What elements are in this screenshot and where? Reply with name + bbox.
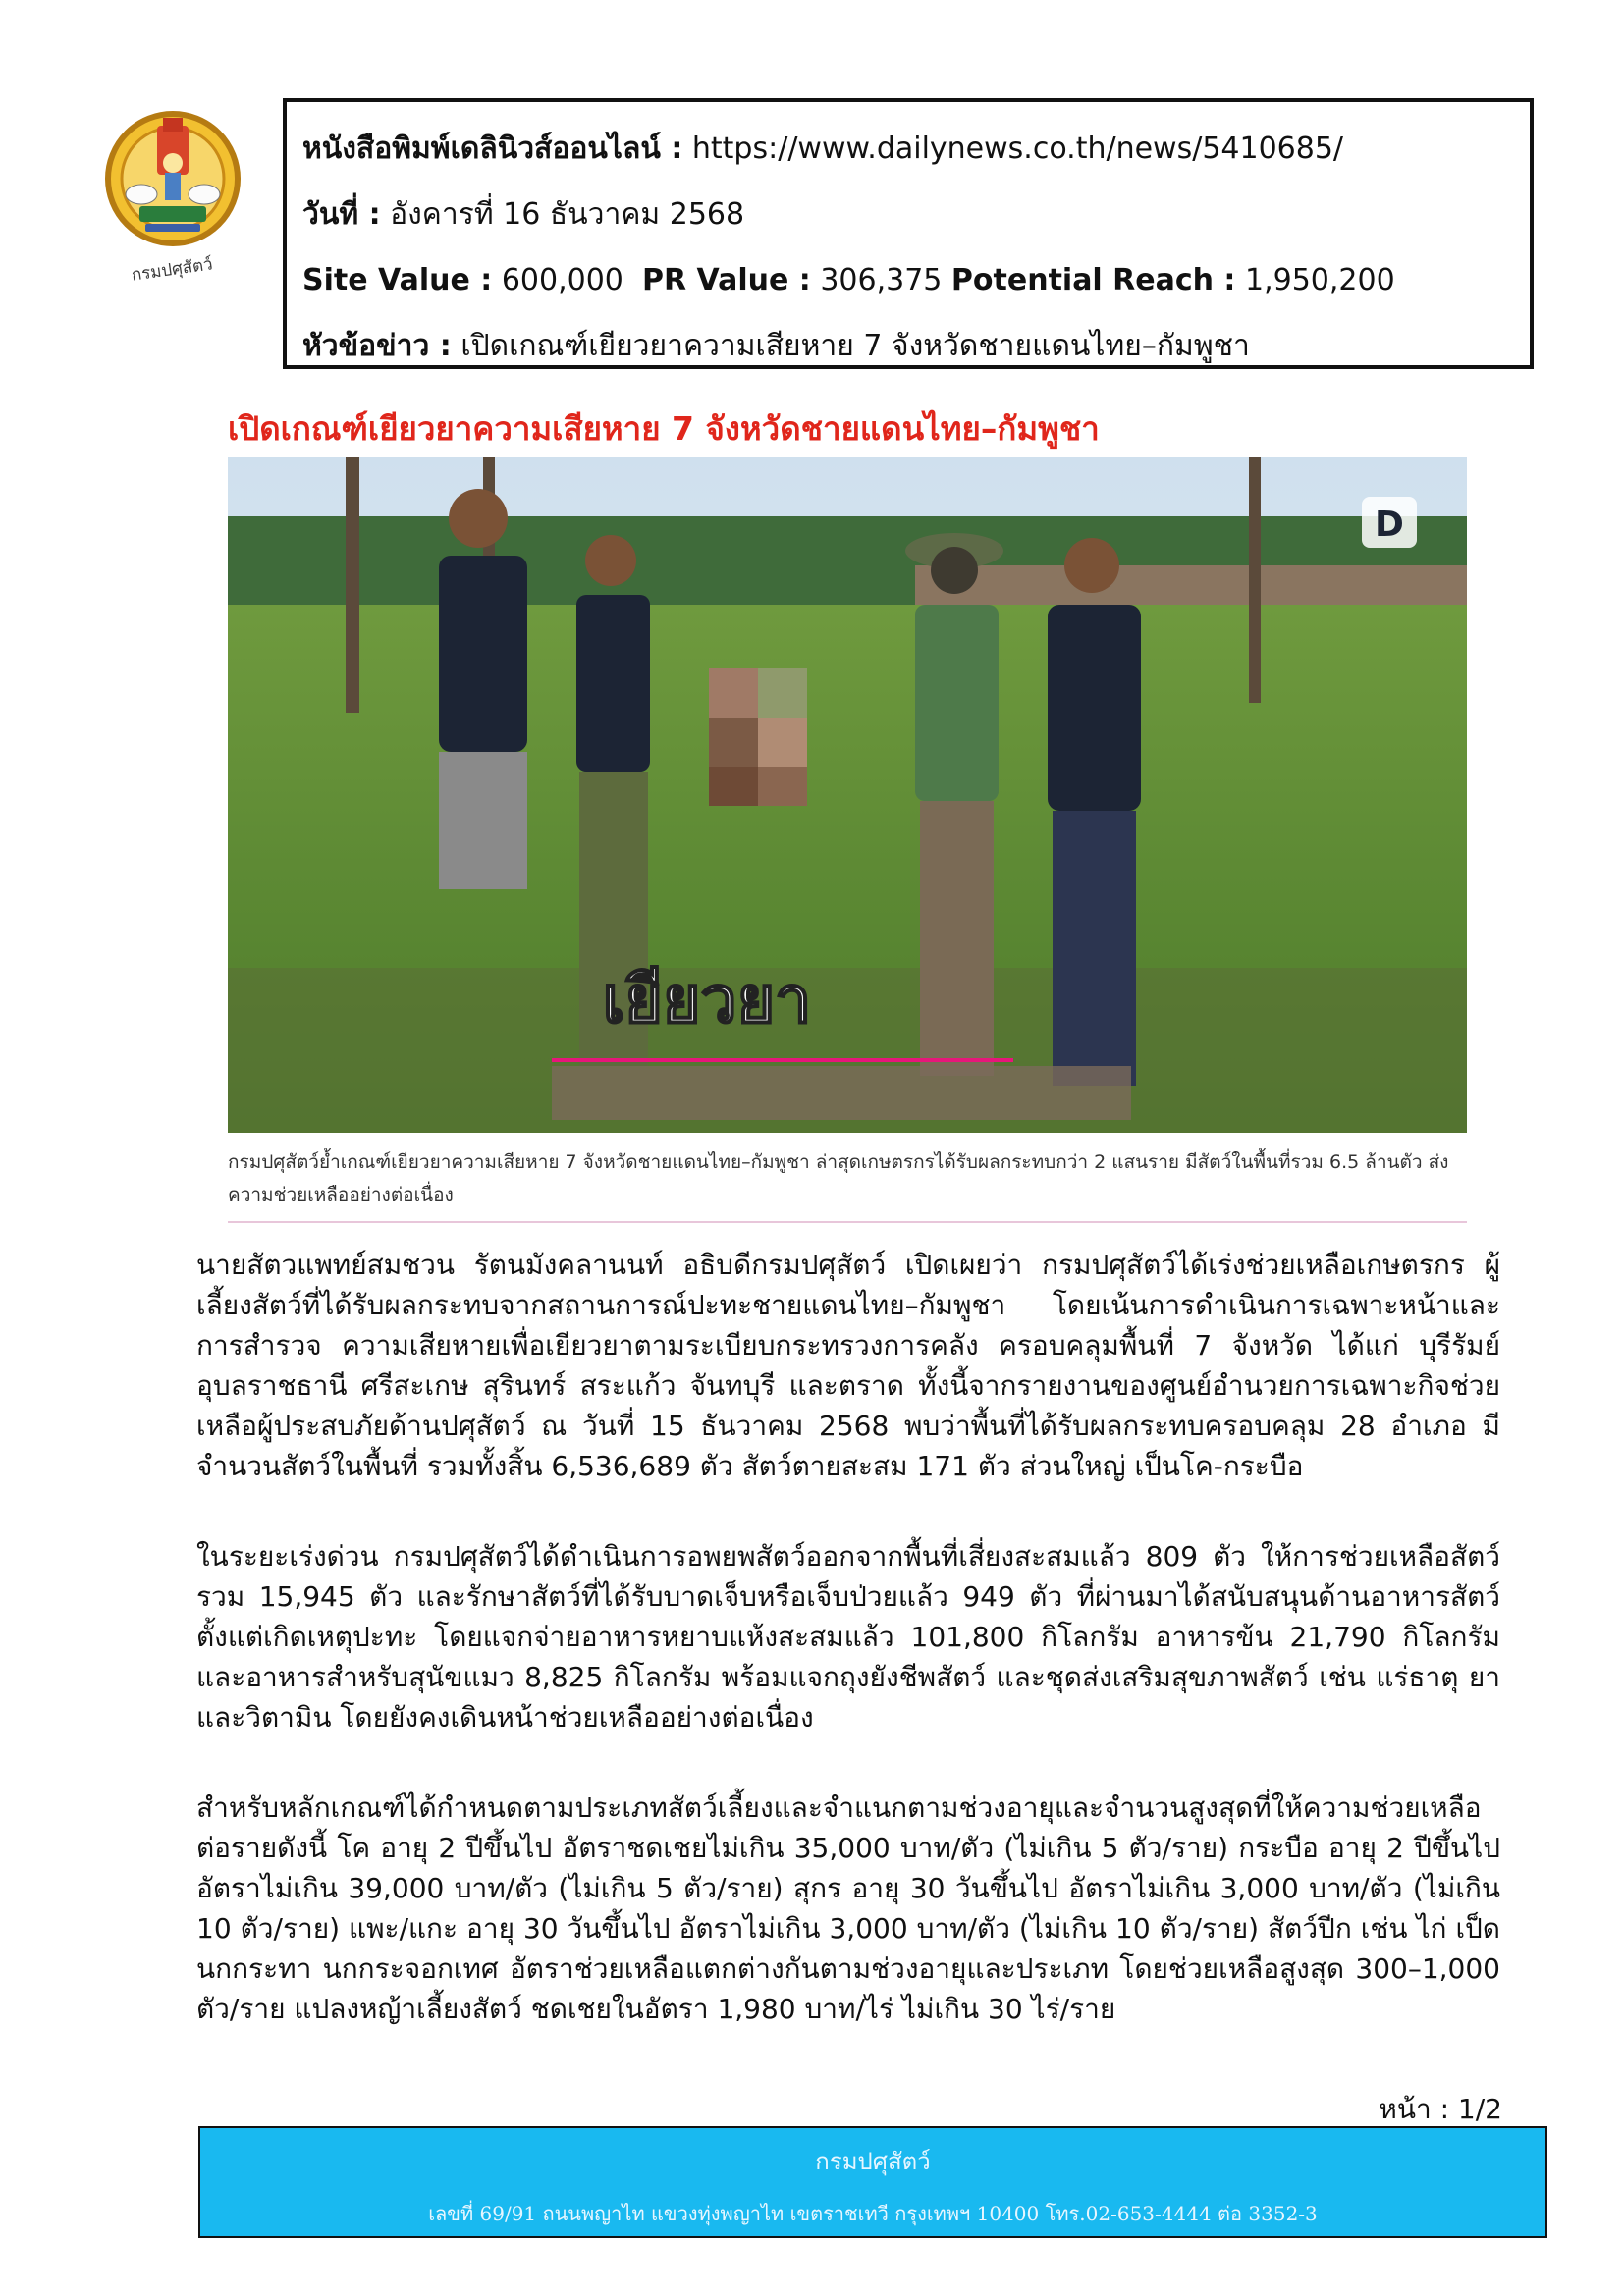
date-value: อังคารที่ 16 ธันวาคม 2568	[390, 197, 745, 232]
caption-divider	[228, 1221, 1467, 1223]
footer-bar	[198, 2126, 1547, 2238]
value-line	[302, 247, 1514, 313]
department-seal-icon	[102, 108, 249, 294]
date-line	[302, 182, 1514, 247]
paragraph-3: สำหรับหลักเกณฑ์ได้กำหนดตามประเภทสัตว์เลี้ยงและจำแนกตามช่วงอายุและจำนวนสูงสุดที่ให้ความช่วยเหลือต่อรายดังนี้ โค อายุ 2 ปีขึ้นไป อัตราชดเชยไม่เกิน 35,000 บาท/ตัว (ไม่เกิน 5 ตัว/ราย) กระบือ อายุ 2 ปีขึ้นไป อัตราไม่เกิน 39,000 บาท/ตัว (ไม่เกิน 5 ตัว/ราย) สุกร อายุ 30 วันขึ้นไป อัตราไม่เกิน 3,000 บาท/ตัว (ไม่เกิน 10 ตัว/ราย) แพะ/แกะ อายุ 30 วันขึ้นไป อัตราไม่เกิน 3,000 บาท/ตัว (ไม่เกิน 10 ตัว/ราย) สัตว์ปีก เช่น ไก่ เป็ด นกกระทา นกกระจอกเทศ อัตราช่วยเหลือแตกต่างกันตามช่วงอายุและประเภท โดยช่วยเหลือสูงสุด 300–1,000 ตัว/ราย แปลงหญ้าเลี้ยงสัตว์ ชดเชยในอัตรา 1,980 บาท/ไร่ ไม่เกิน 30 ไร่/ราย	[196, 1791, 1500, 2025]
paragraph-1: นายสัตวแพทย์สมชวน รัตนมังคลานนท์ อธิบดีกรมปศุสัตว์ เปิดเผยว่า กรมปศุสัตว์ได้เร่งช่วยเหลือเกษตรกร ผู้เลี้ยงสัตว์ที่ได้รับผลกระทบจากสถานการณ์ปะทะชายแดนไทย–กัมพูชา โดยเน้นการดำเนินการเฉพาะหน้าและการสำรวจ ความเสียหายเพื่อเยียวยาตามระเบียบกระทรวงการคลัง ครอบคลุมพื้นที่ 7 จังหวัด ได้แก่ บุรีรัมย์ อุบลราชธานี ศรีสะเกษ สุรินทร์ สระแก้ว จันทบุรี และตราด ทั้งนี้จากรายงานของศูนย์อำนวยการเฉพาะกิจช่วยเหลือผู้ประสบภัยด้านปศุสัตว์ ณ วันที่ 15 ธันวาคม 2568 พบว่าพื้นที่ได้รับผลกระทบครอบคลุม 28 อำเภอ มีจำนวนสัตว์ในพื้นที่ รวมทั้งสิ้น 6,536,689 ตัว สัตว์ตายสะสม 171 ตัว ส่วนใหญ่ เป็นโค-กระบือ	[196, 1249, 1500, 1482]
newspaper-label: หนังสือพิมพ์เดลินิวส์ออนไลน์ :	[302, 132, 683, 166]
photo-caption: กรมปศุสัตว์ย้ำเกณฑ์เยียวยาความเสียหาย 7 จังหวัดชายแดนไทย–กัมพูชา ล่าสุดเกษตรกรได้รับผลกระทบกว่า 2 แสนราย มีสัตว์ในพื้นที่รวม 6.5 ล้านตัว ส่งความช่วยเหลืออย่างต่อเนื่อง	[228, 1151, 1449, 1205]
newspaper-line	[302, 116, 1514, 182]
pr-value: 306,375	[820, 263, 943, 297]
photo-overlay-text: เยียวยา	[602, 962, 812, 1038]
headline-value: เปิดเกณฑ์เยียวยาความเสียหาย 7 จังหวัดชายแดนไทย–กัมพูชา	[460, 329, 1250, 363]
department-logo	[102, 108, 249, 294]
footer-address: เลขที่ 69/91 ถนนพญาไท แขวงทุ่งพญาไท เขตราชเทวี กรุงเทพฯ 10400 โทร.02-653-4444 ต่อ 3352-3	[428, 2202, 1318, 2225]
reach-label: Potential Reach :	[950, 263, 1236, 297]
logo-caption: กรมปศุสัตว์	[130, 254, 214, 286]
news-info-box	[283, 98, 1534, 369]
overlay-underline	[552, 1058, 1013, 1062]
footer-org: กรมปศุสัตว์	[815, 2148, 931, 2175]
article-url[interactable]: https://www.dailynews.co.th/news/5410685/	[691, 132, 1344, 166]
article-headline: เปิดเกณฑ์เยียวยาความเสียหาย 7 จังหวัดชายแดนไทย–กัมพูชา	[228, 409, 1100, 448]
page-number: หน้า : 1/2	[1379, 2093, 1502, 2125]
article-photo	[228, 457, 1467, 1133]
photo-badge: D	[1375, 505, 1404, 545]
site-value: 600,000	[501, 263, 623, 297]
date-label: วันที่ :	[302, 197, 381, 232]
site-value-label: Site Value :	[302, 263, 493, 297]
field-photo-illustration	[228, 457, 1467, 1133]
paragraph-2: ในระยะเร่งด่วน กรมปศุสัตว์ได้ดำเนินการอพยพสัตว์ออกจากพื้นที่เสี่ยงสะสมแล้ว 809 ตัว ให้การช่วยเหลือสัตว์ รวม 15,945 ตัว และรักษาสัตว์ที่ได้รับบาดเจ็บหรือเจ็บป่วยแล้ว 949 ตัว ที่ผ่านมาได้สนับสนุนด้านอาหารสัตว์ตั้งแต่เกิดเหตุปะทะ โดยแจกจ่ายอาหารหยาบแห้งสะสมแล้ว 101,800 กิโลกรัม อาหารข้น 21,790 กิโลกรัม และอาหารสำหรับสุนัขแมว 8,825 กิโลกรัม พร้อมแจกถุงยังชีพสัตว์ และชุดส่งเสริมสุขภาพสัตว์ เช่น แร่ธาตุ ยา และวิตามิน โดยยังคงเดินหน้าช่วยเหลืออย่างต่อเนื่อง	[196, 1540, 1500, 1734]
reach-value: 1,950,200	[1244, 263, 1395, 297]
headline-label: หัวข้อข่าว :	[302, 329, 452, 363]
pr-value-label: PR Value :	[641, 263, 811, 297]
headline-line	[302, 313, 1514, 379]
